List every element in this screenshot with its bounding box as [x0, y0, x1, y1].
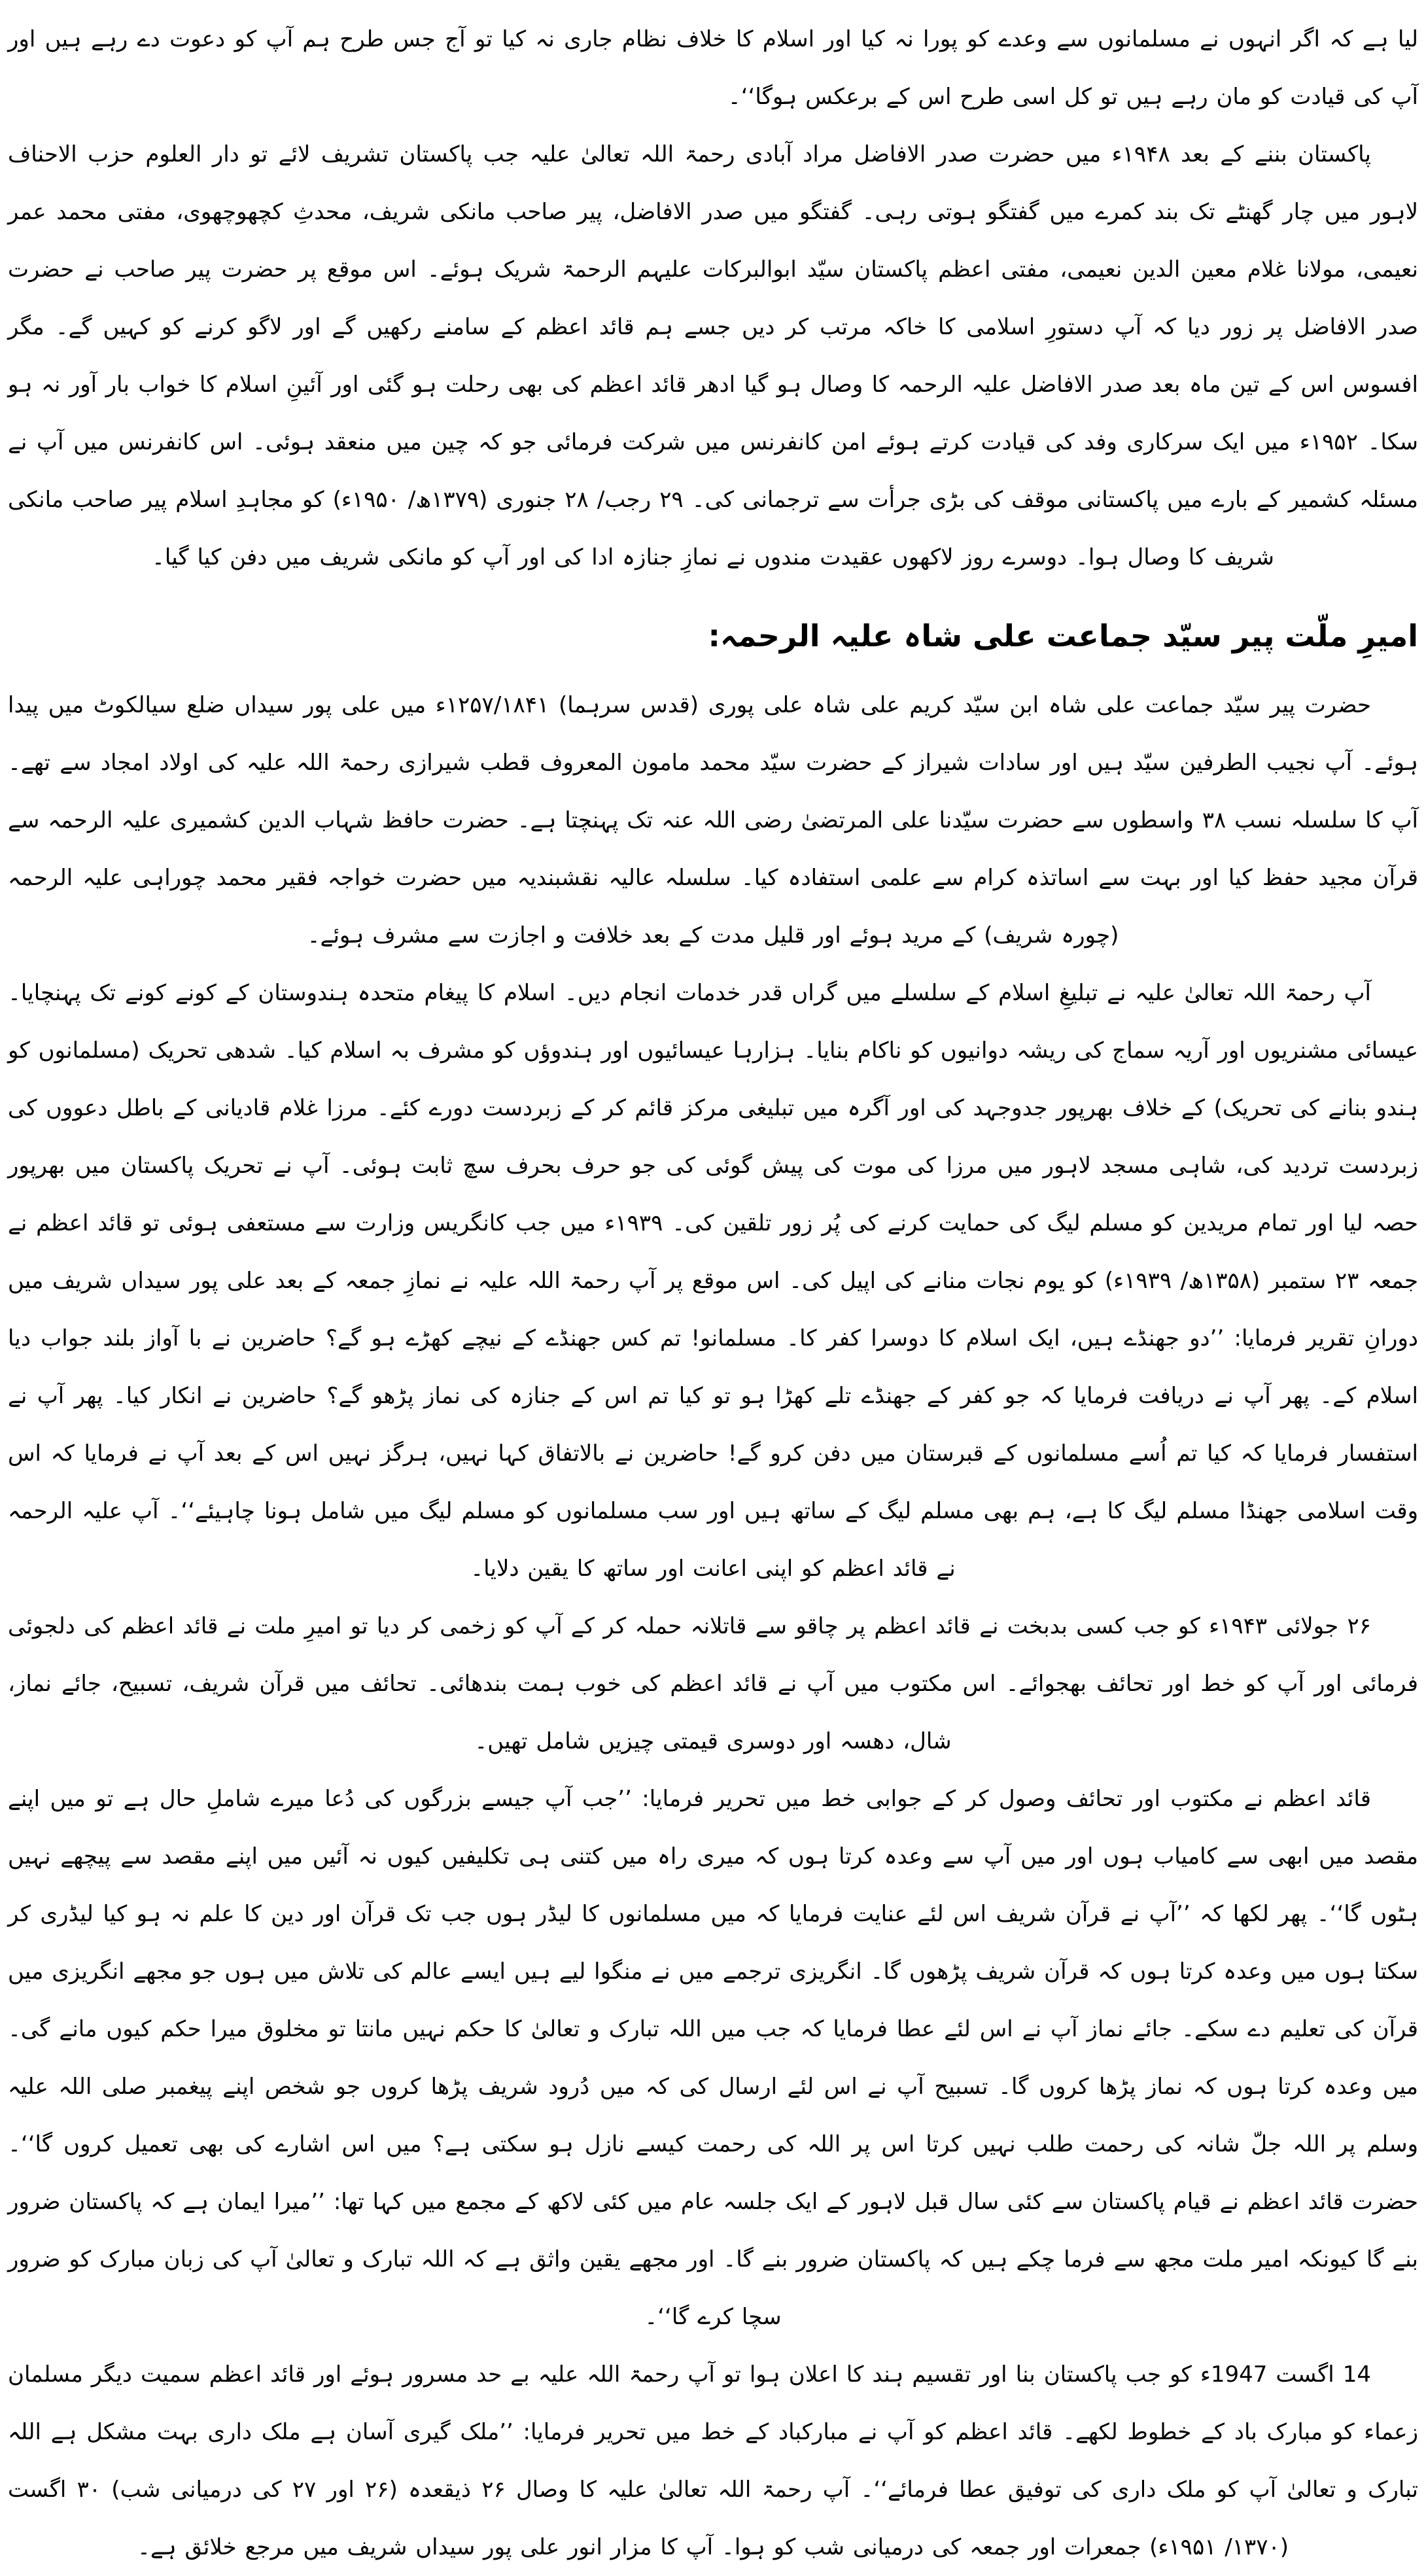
- paragraph-quaid-reply-letter: قائد اعظم نے مکتوب اور تحائف وصول کر کے جوابی خط میں تحریر فرمایا: ’’جب آپ جیسے بزرگوں کی دُعا میرے شاملِ حال ہے تو میں اپنے مقصد میں ابھی سے کامیاب ہوں اور میں آپ سے وعدہ کرتا ہوں کہ میری راہ میں کتنی ہی تکلیفیں کیوں نہ آئیں میں اپنے مقصد سے پیچھے نہیں ہٹوں گا‘‘۔ پھر لکھا کہ ’’آپ نے قرآن شریف اس لئے عنایت فرمایا کہ میں مسلمانوں کا لیڈر ہوں جب تک قرآن اور دین کا علم نہ ہو کیا لیڈری کر سکتا ہوں میں وعدہ کرتا ہوں کہ قرآن شریف پڑھوں گا۔ انگریزی ترجمے میں نے منگوا لیے ہیں ایسے عالم کی تلاش میں ہوں جو مجھے انگریزی میں قرآن کی تعلیم دے سکے۔ جائے نماز آپ نے اس لئے عطا فرمایا کہ جب میں اللہ تبارک و تعالیٰ کا حکم نہیں مانتا تو مخلوق میرا حکم کیوں مانے گی۔ میں وعدہ کرتا ہوں کہ نماز پڑھا کروں گا۔ تسبیح آپ نے اس لئے ارسال کی کہ میں دُرود شریف پڑھا کروں جو شخص اپنے پیغمبر صلی اللہ علیہ وسلم پر اللہ جلّ شانہ کی رحمت طلب نہیں کرتا اس پر اللہ کی رحمت کیسے نازل ہو سکتی ہے؟ میں اس اشارے کی بھی تعمیل کروں گا‘‘۔ حضرت قائد اعظم نے قیام پاکستان سے کئی سال قبل لاہور کے ایک جلسہ عام میں کئی لاکھ کے مجمع میں کہا تھا: ’’میرا ایمان ہے کہ پاکستان ضرور بنے گا کیونکہ امیر ملت مجھ سے فرما چکے ہیں کہ پاکستان ضرور بنے گا۔ اور مجھے یقین واثق ہے کہ اللہ تبارک و تعالیٰ آپ کی زبان مبارک کو ضرور سچا کرے گا‘‘۔: [8, 1786, 1418, 2330]
- paragraph-sadr-ul-afazil-pakistan-visit: پاکستان بننے کے بعد ۱۹۴۸ء میں حضرت صدر الافاضل مراد آبادی رحمۃ اللہ تعالیٰ علیہ جب پاکستان تشریف لائے تو دار العلوم حزب الاحناف لاہور میں چار گھنٹے تک بند کمرے میں گفتگو ہوتی رہی۔ گفتگو میں صدر الافاضل، پیر صاحب مانکی شریف، محدثِ کچھوچھوی، مفتی محمد عمر نعیمی، مولانا غلام معین الدین نعیمی، مفتی اعظم پاکستان سیّد ابوالبرکات علیہم الرحمۃ شریک ہوئے۔ اس موقع پر حضرت پیر صاحب نے حضرت صدر الافاضل پر زور دیا کہ آپ دستورِ اسلامی کا خاکہ مرتب کر دیں جسے ہم قائد اعظم کے سامنے رکھیں گے اور لاگو کرنے کو کہیں گے۔ مگر افسوس اس کے تین ماہ بعد صدر الافاضل علیہ الرحمہ کا وصال ہو گیا ادھر قائد اعظم کی بھی رحلت ہو گئی اور آئینِ اسلام کا خواب بار آور نہ ہو سکا۔ ۱۹۵۲ء میں ایک سرکاری وفد کی قیادت کرتے ہوئے امن کانفرنس میں شرکت فرمائی جو کہ چین میں منعقد ہوئی۔ اس کانفرنس میں آپ نے مسئلہ کشمیر کے بارے میں پاکستانی موقف کی بڑی جرأت سے ترجمانی کی۔ ۲۹ رجب/ ۲۸ جنوری (۱۳۷۹ھ/ ۱۹۵۰ء) کو مجاہدِ اسلام پیر صاحب مانکی شریف کا وصال ہوا۔ دوسرے روز لاکھوں عقیدت مندوں نے نمازِ جنازہ ادا کی اور آپ کو مانکی شریف میں دفن کیا گیا۔: [8, 141, 1418, 570]
- paragraph-pakistan-creation-and-wisal: 14 اگست 1947ء کو جب پاکستان بنا اور تقسیم ہند کا اعلان ہوا تو آپ رحمۃ اللہ علیہ بے حد مسرور ہوئے اور قائد اعظم سمیت دیگر مسلمان زعماء کو مبارک باد کے خطوط لکھے۔ قائد اعظم کو آپ نے مبارکباد کے خط میں تحریر فرمایا: ’’ملک گیری آسان ہے ملک داری بہت مشکل ہے اللہ تبارک و تعالیٰ آپ کو ملک داری کی توفیق عطا فرمائے‘‘۔ آپ رحمۃ اللہ تعالیٰ علیہ کا وصال ۲۶ ذیقعدہ (۲۶ اور ۲۷ کی درمیانی شب) ۳۰ اگست (۱۳۷۰/ ۱۹۵۱ء) جمعرات اور جمعہ کی درمیانی شب کو ہوا۔ آپ کا مزار انور علی پور سیداں شریف میں مرجع خلائق ہے۔: [8, 2361, 1418, 2560]
- paragraph-quaid-promise-continuation: لیا ہے کہ اگر انہوں نے مسلمانوں سے وعدے کو پورا نہ کیا اور اسلام کا خلاف نظام جاری نہ کیا تو آج جس طرح ہم آپ کو دعوت دے رہے ہیں اور آپ کی قیادت کو مان رہے ہیں تو کل اسی طرح اس کے برعکس ہوگا‘‘۔: [8, 26, 1418, 110]
- paragraph-birth-and-lineage: حضرت پیر سیّد جماعت علی شاہ ابن سیّد کریم علی شاہ علی پوری (قدس سرہما) ۱۲۵۷/۱۸۴۱ء میں علی پور سیداں ضلع سیالکوٹ میں پیدا ہوئے۔ آپ نجیب الطرفین سیّد ہیں اور سادات شیراز کے حضرت سیّد محمد مامون المعروف قطب شیرازی رحمۃ اللہ علیہ کی اولاد امجاد سے تھے۔ آپ کا سلسلہ نسب ۳۸ واسطوں سے حضرت سیّدنا علی المرتضیٰ رضی اللہ عنہ تک پہنچتا ہے۔ حضرت حافظ شہاب الدین کشمیری علیہ الرحمہ سے قرآن مجید حفظ کیا اور بہت سے اساتذہ کرام سے علمی استفادہ کیا۔ سلسلہ عالیہ نقشبندیہ میں حضرت خواجہ فقیر محمد چوراہی علیہ الرحمہ (چورہ شریف) کے مرید ہوئے اور قلیل مدت کے بعد خلافت و اجازت سے مشرف ہوئے۔: [8, 692, 1418, 949]
- paragraph-attack-on-quaid-and-gifts: ۲۶ جولائی ۱۹۴۳ء کو جب کسی بدبخت نے قائد اعظم پر چاقو سے قاتلانہ حملہ کر کے آپ کو زخمی کر دیا تو امیرِ ملت نے قائد اعظم کی دلجوئی فرمائی اور آپ کو خط اور تحائف بھجوائے۔ اس مکتوب میں آپ نے قائد اعظم کی خوب ہمت بندھائی۔ تحائف میں قرآن شریف، تسبیح، جائے نماز، شال، دھسہ اور دوسری قیمتی چیزیں شامل تھیں۔: [8, 1613, 1418, 1754]
- heading-ameer-e-millat: امیرِ ملّت پیر سیّد جماعت علی شاہ علیہ الرحمہ:: [708, 618, 1418, 653]
- paragraph-tabligh-services-and-muslim-league: آپ رحمۃ اللہ تعالیٰ علیہ نے تبلیغِ اسلام کے سلسلے میں گراں قدر خدمات انجام دیں۔ اسلام کا پیغام متحدہ ہندوستان کے کونے کونے تک پہنچایا۔ عیسائی مشنریوں اور آریہ سماج کی ریشہ دوانیوں کو ناکام بنایا۔ ہزارہا عیسائیوں اور ہندوؤں کو مشرف بہ اسلام کیا۔ شدھی تحریک (مسلمانوں کو ہندو بنانے کی تحریک) کے خلاف بھرپور جدوجہد کی اور آگرہ میں تبلیغی مرکز قائم کر کے زبردست دورے کئے۔ مرزا غلام قادیانی کے باطل دعووں کی زبردست تردید کی، شاہی مسجد لاہور میں مرزا کی موت کی پیش گوئی کی جو حرف بحرف سچ ثابت ہوئی۔ آپ نے تحریک پاکستان میں بھرپور حصہ لیا اور تمام مریدین کو مسلم لیگ کی حمایت کرنے کی پُر زور تلقین کی۔ ۱۹۳۹ء میں جب کانگریس وزارت سے مستعفی ہوئی تو قائد اعظم نے جمعہ ۲۳ ستمبر (۱۳۵۸ھ/ ۱۹۳۹ء) کو یوم نجات منانے کی اپیل کی۔ اس موقع پر آپ رحمۃ اللہ علیہ نے نمازِ جمعہ کے بعد علی پور سیداں شریف میں دورانِ تقریر فرمایا: ’’دو جھنڈے ہیں، ایک اسلام کا دوسرا کفر کا۔ مسلمانو! تم کس جھنڈے کے نیچے کھڑے ہو گے؟ حاضرین نے با آواز بلند جواب دیا اسلام کے۔ پھر آپ نے دریافت فرمایا کہ جو کفر کے جھنڈے تلے کھڑا ہو تو کیا تم اس کے جنازہ کی نماز پڑھو گے؟ حاضرین نے انکار کیا۔ پھر آپ نے استفسار فرمایا کہ کیا تم اُسے مسلمانوں کے قبرستان میں دفن کرو گے! حاضرین نے بالاتفاق کہا نہیں، ہرگز نہیں اس کے بعد آپ نے فرمایا کہ اس وقت اسلامی جھنڈا مسلم لیگ کا ہے، ہم بھی مسلم لیگ کے ساتھ ہیں اور سب مسلمانوں کو مسلم لیگ میں شامل ہونا چاہیئے‘‘۔ آپ علیہ الرحمہ نے قائد اعظم کو اپنی اعانت اور ساتھ کا یقین دلایا۔: [8, 980, 1418, 1582]
